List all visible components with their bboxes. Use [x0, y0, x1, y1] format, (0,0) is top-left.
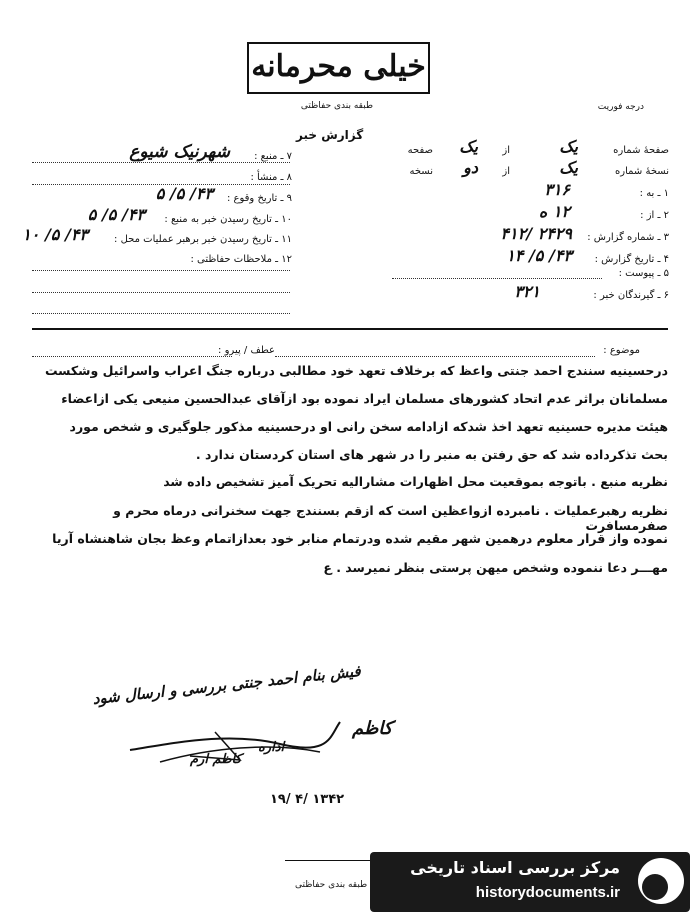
body-line: نموده واز قرار معلوم درهمین شهر مقیم شده ودرتمام منابر خود بعدازاتمام وعظ بجان شاهنشاه آریا — [52, 531, 668, 546]
page-total-value: یک — [459, 137, 478, 156]
field-line — [32, 184, 290, 185]
field-line — [392, 278, 602, 279]
body-line: مهـــر دعا ننموده وشخص میهن پرستی بنظر نمیرسد . ع — [323, 560, 668, 575]
to-value: ۳۱۶ — [544, 180, 570, 199]
report-date-label: ۴ ـ تاریخ گزارش : — [594, 254, 669, 265]
source-label: ۷ ـ منبع : — [254, 151, 292, 162]
copy-number-label: نسخهٔ شماره — [615, 166, 669, 177]
subject-label: موضوع : — [603, 345, 640, 356]
received-unit-label: ۱۱ ـ تاریخ رسیدن خبر برهبر عملیات محل : — [114, 234, 292, 245]
reference-line — [32, 356, 232, 357]
field-line — [32, 162, 290, 163]
initials-signature: کاظم — [352, 718, 393, 739]
page-suffix: صفحه — [407, 145, 433, 156]
archive-logo-icon — [638, 858, 684, 904]
report-number-label: ۳ ـ شماره گزارش : — [587, 232, 669, 243]
reference-label: عطف / پیرو : — [218, 345, 275, 356]
body-line: مسلمانان براثر عدم اتحاد کشورهای مسلمان ایراد نموده بود ازآقای عبدالحسین منیعی یکی ازاعضاء — [61, 391, 668, 406]
handwritten-note: فیش بنام احمد جنتی بررسی و ارسال شود — [91, 661, 362, 709]
page-of-label: از — [502, 145, 510, 156]
body-line: درحسینیه سنندج احمد جنتی واعظ که برخلاف تعهد خود مطالبی درباره جنگ اعراب واسرائیل وشکست — [44, 363, 668, 378]
occur-date-label: ۹ ـ تاریخ وقوع : — [226, 193, 292, 204]
footer-classification-caption: طبقه بندی حفاظتی — [295, 880, 368, 890]
field-line — [32, 292, 290, 293]
to-label: ۱ ـ به : — [639, 188, 669, 199]
classification-stamp: خیلی محرمانه — [247, 42, 430, 94]
copy-suffix: نسخه — [409, 166, 433, 177]
priority-label: درجه فوریت — [597, 102, 644, 112]
subject-line — [275, 356, 595, 357]
origin-label: ۸ ـ منشأ : — [250, 172, 292, 183]
field-line — [32, 270, 290, 271]
body-line: نظریه منبع . باتوجه بموقعیت محل اظهارات مشارالیه تحریک آمیز تشخیص داده شد — [163, 474, 668, 489]
received-unit-value: ۱۰ /۵ /۴۳ — [22, 225, 88, 244]
body-line: هیئت مدیره حسینیه تعهد اخذ شدکه ازادامه سخن رانی او درحسینیه مذکور جلوگیری و شخص مورد — [69, 419, 668, 434]
watermark-title: مرکز بررسی اسناد تاریخی — [410, 858, 620, 877]
section-divider — [32, 328, 668, 330]
report-date-value: ۱۴ /۵ /۴۳ — [506, 246, 572, 265]
received-source-value: ۵ /۵ /۴۳ — [87, 205, 145, 224]
occur-date-value: ۵ /۵ /۴۳ — [155, 184, 213, 203]
received-source-label: ۱۰ ـ تاریخ رسیدن خبر به منبع : — [164, 214, 292, 225]
report-number-value: ۴۱۲/ ۲۴۲۹ — [500, 224, 572, 243]
watermark-banner — [370, 852, 690, 912]
from-value: ۱۲ ه — [538, 202, 570, 221]
copy-of-label: از — [502, 166, 510, 177]
report-title: گزارش خبر — [296, 128, 364, 142]
classification-caption: طبقه بندی حفاظتی — [300, 101, 374, 111]
copy-total-value: دو — [463, 158, 478, 177]
signature-scribble — [120, 712, 350, 772]
body-line: بحث تذکرداده شد که حق رفتن به منبر را در شهر های استان کردستان ندارد . — [195, 447, 668, 462]
recipients-value: ۳۲۱ — [514, 282, 540, 301]
body-line: نظریه رهبرعملیات . نامبرده ازواعظین است که ازقم بسنندج جهت سخنرانی درماه محرم و صفرمسافرت — [113, 503, 668, 533]
security-notes-label: ۱۲ ـ ملاحظات حفاظتی : — [190, 254, 292, 265]
page-number-label: صفحهٔ شماره — [613, 145, 669, 156]
attachment-label: ۵ ـ پیوست : — [618, 268, 669, 279]
initials-signature: کاظم ارم — [190, 752, 242, 767]
initials-signature: اداره — [258, 740, 285, 755]
copy-number-value: یک — [559, 158, 578, 177]
page-number-value: یک — [559, 137, 578, 156]
source-value: شهرنیک شیوع — [129, 142, 230, 162]
from-label: ۲ ـ از : — [640, 210, 669, 221]
recipients-label: ۶ ـ گیرندگان خبر : — [593, 290, 669, 301]
field-line — [32, 313, 290, 314]
handwritten-date: ۱۹/ ۴/ ۱۳۴۲ — [270, 792, 345, 807]
watermark-url: historydocuments.ir — [475, 884, 620, 901]
